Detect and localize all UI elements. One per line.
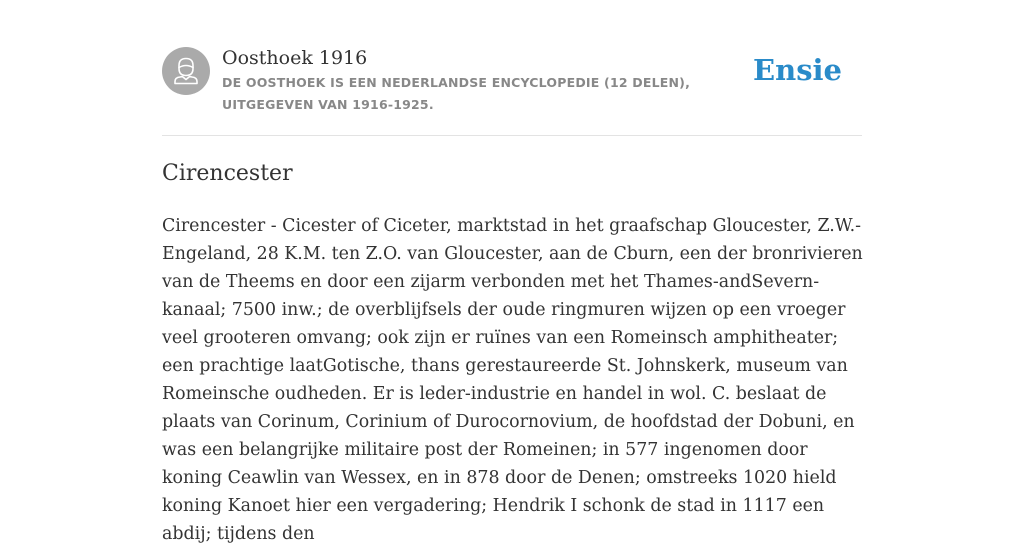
article-body: Cirencester - Cicester of Ciceter, marktstad in het graafschap Gloucester, Z.W.-Engeland, 28 K.M. ten Z.O. van Gloucester, aan de Cburn, een der bronrivieren van de Theems en door een zijarm verbonden met het Thames-andSevern-kanaal; 7500 inw.; de overblijfsels der oude ringmuren wijzen op een vroeger veel grooteren omvang; ook zijn er ruïnes van een Romeinsch amphitheater; een prachtige laatGotische, thans gerestaureerde St. Johnskerk, museum van Romeinsche oudheden. Er is leder-industrie en handel in wol. C. beslaat de plaats van Corinum, Corinium of Durocornovium, de hoofdstad der Dobuni, en was een belangrijke militaire post der Romeinen; in 577 ingenomen door koning Ceawlin van Wessex, en in 878 door de Denen; omstreeks 1020 hield koning Kanoet hier een vergadering; Hendrik I schonk de stad in 1117 een abdij; tijdens den: [162, 216, 863, 544]
user-icon: [162, 47, 210, 95]
source-title[interactable]: Oosthoek 1916: [222, 47, 368, 69]
source-description: DE OOSTHOEK IS EEN NEDERLANDSE ENCYCLOPEDIE (12 DELEN), UITGEGEVEN VAN 1916-1925.: [222, 75, 691, 112]
ensie-logo-link[interactable]: Ensie: [753, 53, 842, 87]
article-title: Cirencester: [162, 161, 293, 186]
source-header: [162, 46, 862, 116]
header-divider: [162, 135, 862, 136]
source-avatar[interactable]: [162, 47, 210, 95]
